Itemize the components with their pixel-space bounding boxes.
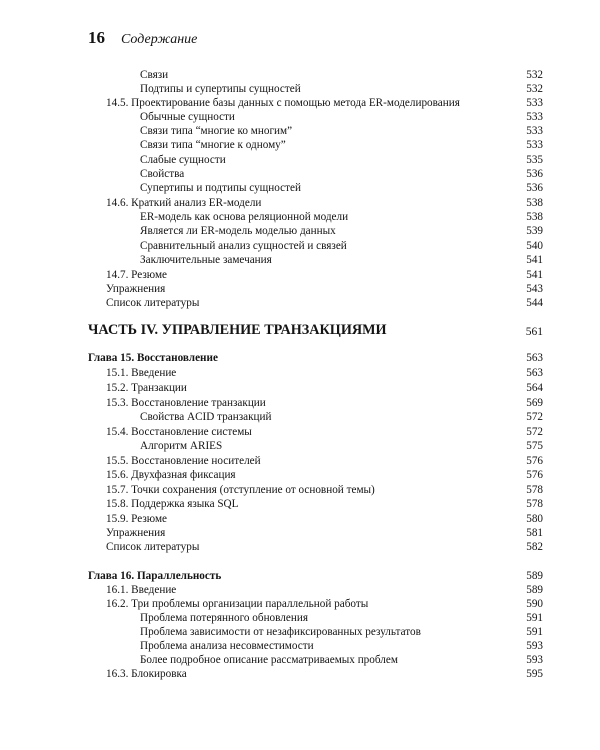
toc-entry-page: 541 — [526, 254, 543, 266]
toc-entry-page: 580 — [526, 513, 543, 525]
toc-entry-title: Сравнительный анализ сущностей и связей — [140, 240, 347, 252]
toc-entry-title: Проблема зависимости от незафиксированных результатов — [140, 626, 421, 638]
toc-entry-title: Обычные сущности — [140, 111, 235, 123]
toc-entry-title: Подтипы и супертипы сущностей — [140, 83, 301, 95]
toc-entry-title: Проблема потерянного обновления — [140, 612, 308, 624]
toc-entry-page: 581 — [526, 527, 543, 539]
toc-entry-title: Слабые сущности — [140, 154, 226, 166]
toc-entry-page: 539 — [526, 225, 543, 237]
toc-entry-title: 15.8. Поддержка языка SQL — [106, 498, 239, 510]
toc-entry-page: 538 — [526, 211, 543, 223]
toc-entry-title: 16.1. Введение — [106, 584, 177, 596]
toc-entry-title: Глава 16. Параллельность — [88, 570, 222, 582]
toc-entry-page: 564 — [526, 382, 543, 394]
toc-entry-page: 590 — [526, 598, 543, 610]
toc-entry-page: 536 — [526, 182, 543, 194]
toc-entry-page: 576 — [526, 455, 543, 467]
toc-entry-title: Упражнения — [106, 527, 166, 539]
toc-entry-title: 15.7. Точки сохранения (отступление от основной темы) — [106, 484, 375, 496]
toc-entry-title: 16.2. Три проблемы организации параллельной работы — [106, 598, 369, 610]
toc-entry-page: 591 — [526, 612, 543, 624]
toc-entry-title: Проблема анализа несовместимости — [140, 640, 314, 652]
toc-entry-title: 16.3. Блокировка — [106, 668, 187, 680]
toc-entry-page: 578 — [526, 498, 543, 510]
toc-entry-title: ER-модель как основа реляционной модели — [140, 211, 349, 223]
toc-entry-title: 15.2. Транзакции — [106, 382, 187, 394]
toc-entry-page: 532 — [526, 69, 543, 81]
toc-entry-page: 569 — [526, 397, 543, 409]
toc-entry-title: 14.7. Резюме — [106, 269, 168, 281]
toc-entry-page: 572 — [526, 411, 543, 423]
toc-entry-title: Алгоритм ARIES — [140, 440, 223, 452]
toc-entry-page: 535 — [526, 154, 543, 166]
toc-entry-title: Супертипы и подтипы сущностей — [140, 182, 301, 194]
toc-entry-page: 540 — [526, 240, 543, 252]
toc-entry-page: 582 — [526, 541, 543, 553]
toc-entry-title: Заключительные замечания — [140, 254, 272, 266]
toc-entry-page: 533 — [526, 97, 543, 109]
toc-entry-page: 538 — [526, 197, 543, 209]
toc-entry-title: Свойства — [140, 168, 185, 180]
toc-entry-title: 14.6. Краткий анализ ER-модели — [106, 197, 262, 209]
toc-entry-title: Список литературы — [106, 297, 200, 309]
toc-entry-page: 572 — [526, 426, 543, 438]
toc-entry-title: 15.9. Резюме — [106, 513, 168, 525]
toc-entry-title: Связи — [140, 69, 169, 81]
toc-entry-title: 15.3. Восстановление транзакции — [106, 397, 266, 409]
toc-entry-title: 15.1. Введение — [106, 367, 177, 379]
toc-entry-page: 544 — [526, 297, 543, 309]
running-head — [88, 28, 197, 48]
toc-entry-page: 593 — [526, 654, 543, 666]
toc-entry-title: Список литературы — [106, 541, 200, 553]
toc-entry-title: Связи типа “многие к одному” — [140, 139, 286, 151]
toc-entry-page: 533 — [526, 111, 543, 123]
toc-entry-title: 15.6. Двухфазная фиксация — [106, 469, 236, 481]
toc-entry-page: 575 — [526, 440, 543, 452]
toc-entry-title: Связи типа “многие ко многим” — [140, 125, 293, 137]
toc-entry-page: 576 — [526, 469, 543, 481]
page-number: 16 — [88, 28, 105, 47]
toc-entry-title: 15.4. Восстановление системы — [106, 426, 252, 438]
toc-entry-page: 543 — [526, 283, 543, 295]
toc-entry-title: ЧАСТЬ IV. УПРАВЛЕНИЕ ТРАНЗАКЦИЯМИ — [88, 322, 387, 338]
toc-entry-page: 563 — [526, 352, 543, 364]
toc-entry-page: 593 — [526, 640, 543, 652]
toc-entry-title: Более подробное описание рассматриваемых проблем — [140, 654, 398, 666]
toc-entry-title: 15.5. Восстановление носителей — [106, 455, 261, 467]
toc-entry-page: 561 — [525, 326, 543, 338]
toc-entry-page: 541 — [526, 269, 543, 281]
toc-entry-title: Глава 15. Восстановление — [88, 352, 218, 364]
toc-entry-page: 589 — [526, 570, 543, 582]
toc-entry-title: Свойства ACID транзакций — [140, 411, 272, 423]
toc-entry-page: 591 — [526, 626, 543, 638]
toc-entry-page: 536 — [526, 168, 543, 180]
toc-entry-page: 533 — [526, 139, 543, 151]
toc-entry-page: 533 — [526, 125, 543, 137]
toc-entry-title: 14.5. Проектирование базы данных с помощью метода ER-моделирования — [106, 97, 460, 109]
toc-entry-page: 595 — [526, 668, 543, 680]
toc-entry-page: 589 — [526, 584, 543, 596]
toc-entry-page: 578 — [526, 484, 543, 496]
toc-entry-title: Упражнения — [106, 283, 166, 295]
page-title: Содержание — [121, 32, 198, 47]
toc-entry-title: Является ли ER-модель моделью данных — [140, 225, 336, 237]
toc-entry-page: 532 — [526, 83, 543, 95]
toc-entry-page: 563 — [526, 367, 543, 379]
